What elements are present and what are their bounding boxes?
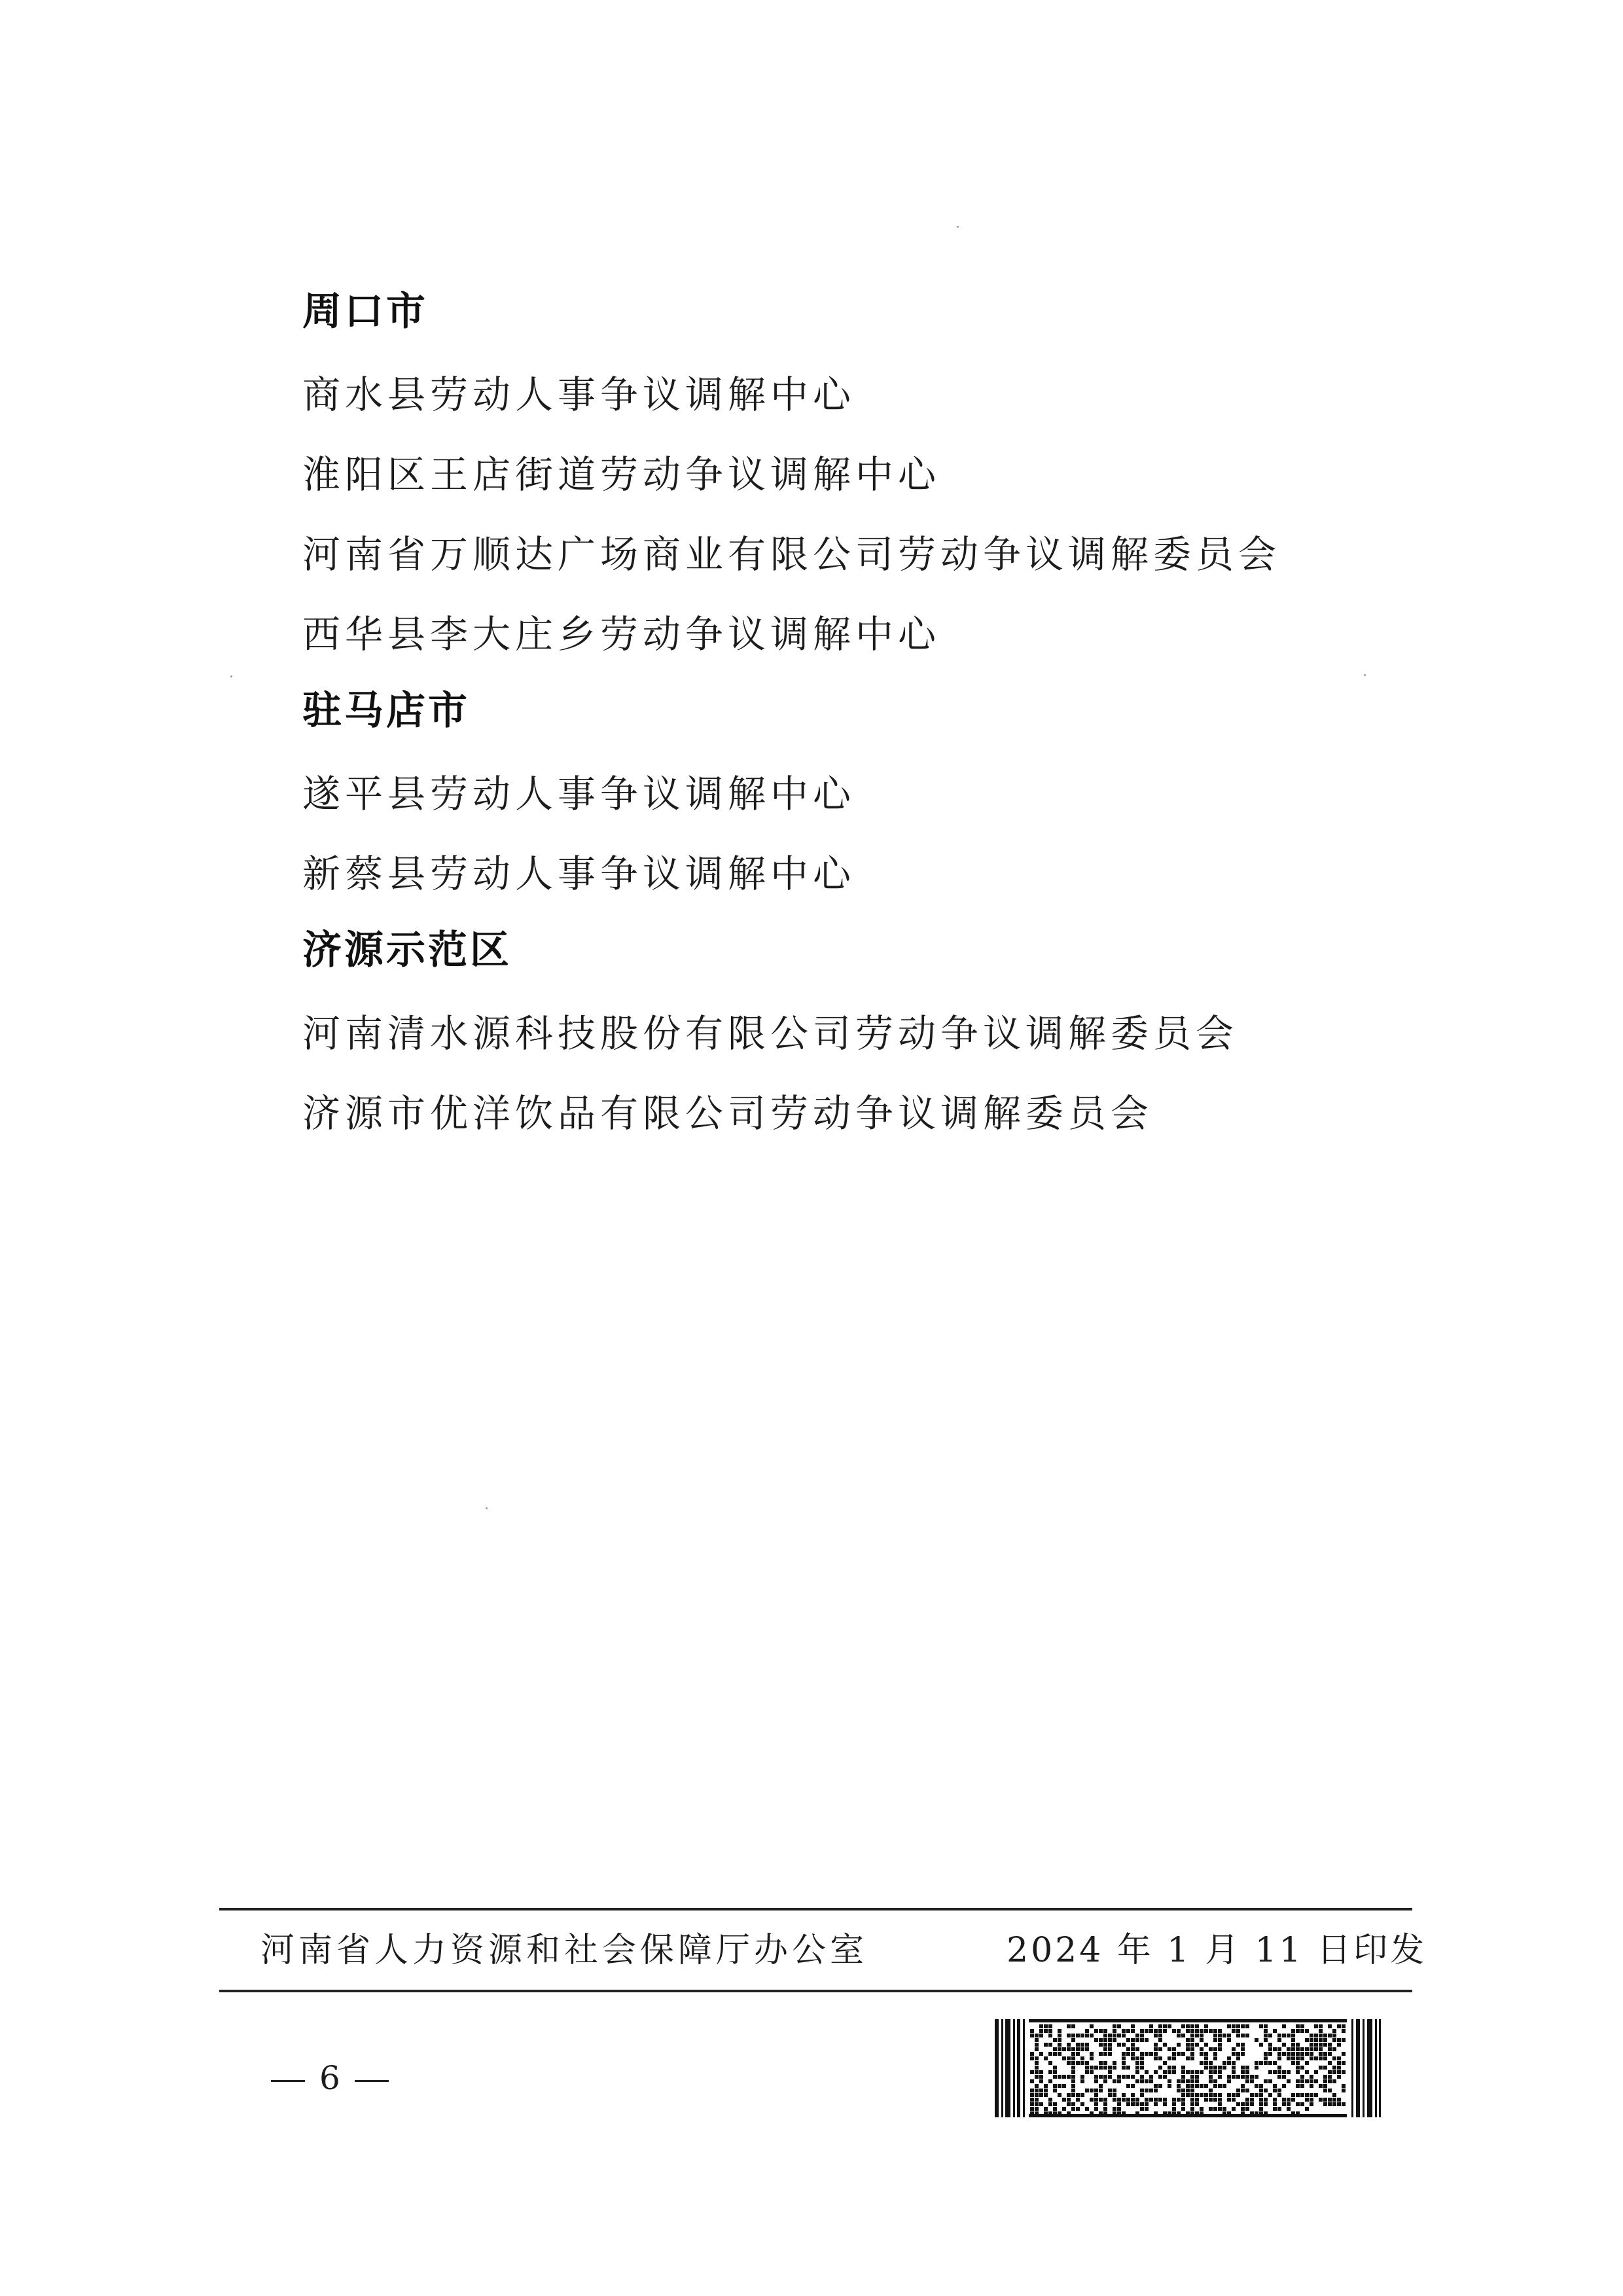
list-item: 西华县李大庄乡劳动争议调解中心 — [302, 612, 941, 656]
footer-bottom-rule — [219, 1990, 1412, 1992]
scan-speck — [1364, 674, 1366, 676]
issue-date: 2024 年 1 月 11 日印发 — [1007, 1931, 1427, 1970]
issuing-office: 河南省人力资源和社会保障厅办公室 — [260, 1931, 868, 1970]
list-item: 济源市优洋饮品有限公司劳动争议调解委员会 — [302, 1091, 1154, 1136]
mediation-organization-list — [302, 275, 1415, 1153]
list-item: 淮阳区王店街道劳动争议调解中心 — [302, 452, 941, 497]
page-number: 6 — [319, 2059, 340, 2097]
list-item: 河南省万顺达广场商业有限公司劳动争议调解委员会 — [302, 532, 1281, 577]
list-item: 商水县劳动人事争议调解中心 — [302, 372, 856, 417]
region-heading-zhumadian: 驻马店市 — [302, 688, 470, 734]
footer-top-rule — [219, 1908, 1412, 1910]
scan-speck — [486, 1507, 488, 1509]
scan-speck — [230, 675, 232, 677]
list-item: 河南清水源科技股份有限公司劳动争议调解委员会 — [302, 1011, 1239, 1056]
dash-left — [271, 2080, 305, 2082]
page-number-label — [257, 2052, 403, 2104]
dash-right — [355, 2080, 389, 2082]
scan-speck — [957, 226, 959, 228]
2d-barcode-icon — [995, 2019, 1381, 2117]
region-heading-zhoukou: 周口市 — [302, 289, 428, 334]
region-heading-jiyuan: 济源示范区 — [302, 927, 512, 973]
list-item: 遂平县劳动人事争议调解中心 — [302, 772, 856, 816]
list-item: 新蔡县劳动人事争议调解中心 — [302, 852, 856, 896]
